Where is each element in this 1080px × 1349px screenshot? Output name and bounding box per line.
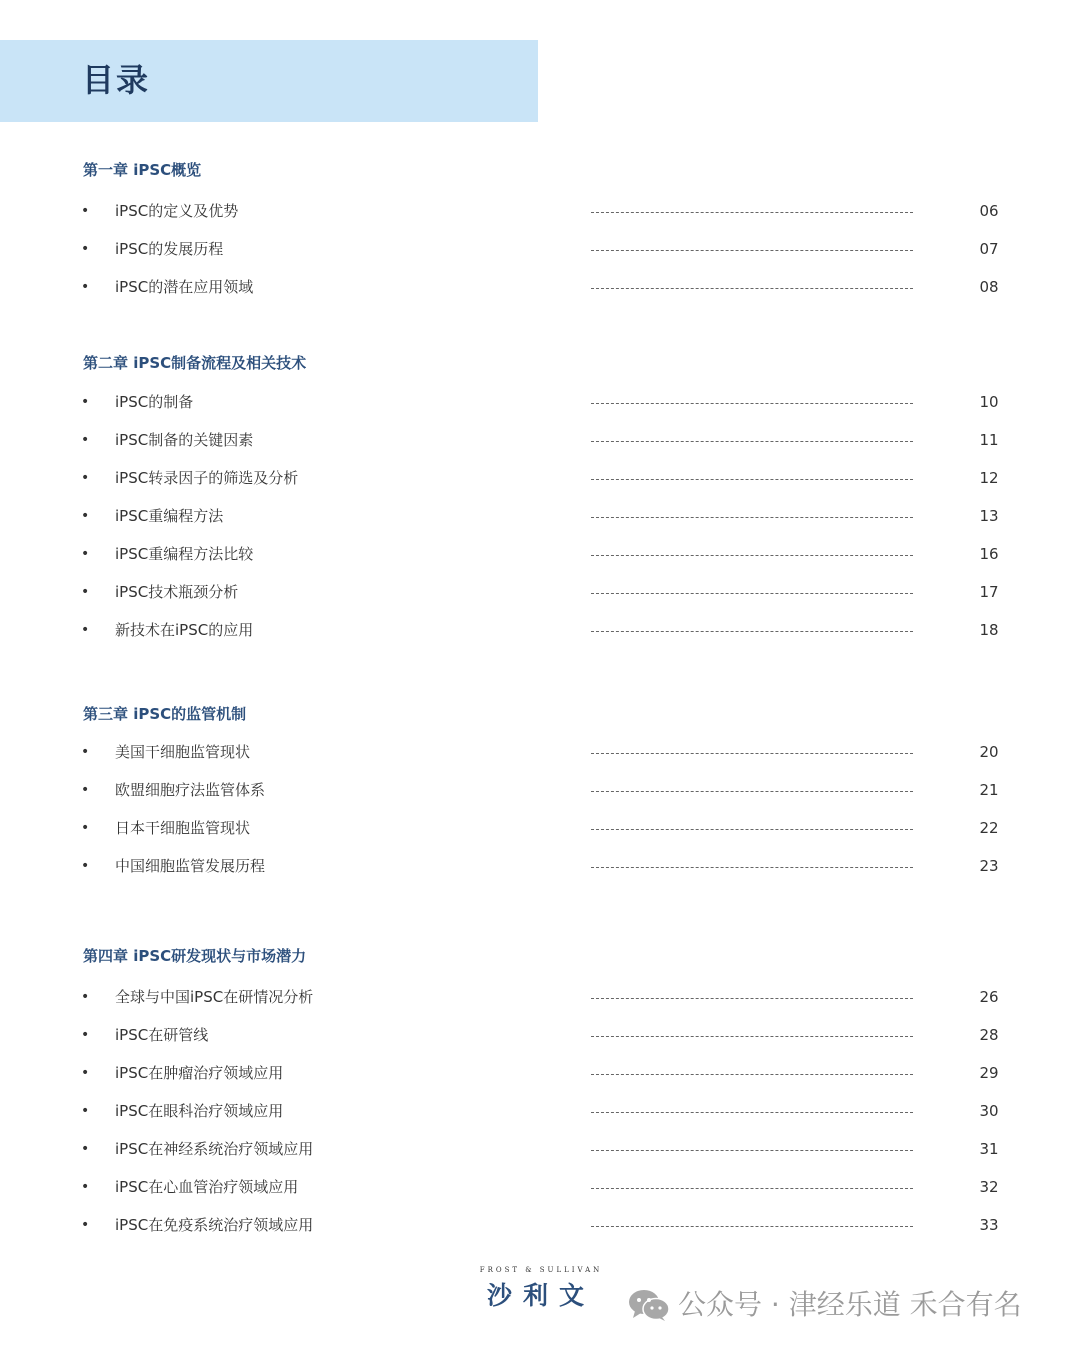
dotted-leader — [591, 593, 913, 594]
toc-item-label: 欧盟细胞疗法监管体系 — [115, 781, 266, 799]
toc-row[interactable] — [0, 238, 1080, 260]
toc-page-number: 08 — [979, 278, 999, 296]
toc-row[interactable] — [0, 505, 1080, 527]
toc-row[interactable] — [0, 1176, 1080, 1198]
title-band — [0, 40, 538, 122]
dotted-leader — [591, 1150, 913, 1151]
toc-row[interactable] — [0, 1138, 1080, 1160]
bullet: • — [81, 279, 90, 295]
dotted-leader — [591, 517, 913, 518]
toc-page-number: 31 — [979, 1140, 999, 1158]
toc-row[interactable] — [0, 779, 1080, 801]
toc-item-label: iPSC制备的关键因素 — [115, 431, 254, 449]
toc-row[interactable] — [0, 986, 1080, 1008]
toc-item-label: iPSC的定义及优势 — [115, 202, 239, 220]
toc-item-label: 美国干细胞监管现状 — [115, 743, 251, 761]
bullet: • — [81, 1141, 90, 1157]
toc-item-label: iPSC在神经系统治疗领域应用 — [115, 1140, 314, 1158]
chapter-title: 第二章 iPSC制备流程及相关技术 — [83, 354, 307, 372]
toc-row[interactable] — [0, 817, 1080, 839]
toc-page-number: 26 — [979, 988, 999, 1006]
page-title: 目录 — [82, 61, 151, 99]
toc-item-label: iPSC在免疫系统治疗领域应用 — [115, 1216, 314, 1234]
toc-page-number: 17 — [979, 583, 999, 601]
toc-item-label: 全球与中国iPSC在研情况分析 — [115, 988, 314, 1006]
toc-item-label: iPSC的制备 — [115, 393, 194, 411]
toc-row[interactable] — [0, 391, 1080, 413]
toc-row[interactable] — [0, 855, 1080, 877]
frost-sullivan-logo — [470, 1262, 612, 1312]
chapter-title: 第一章 iPSC概览 — [83, 161, 202, 179]
bullet: • — [81, 508, 90, 524]
toc-row[interactable] — [0, 200, 1080, 222]
logo-wordmark: FROST & SULLIVAN — [479, 1266, 603, 1274]
toc-page-number: 30 — [979, 1102, 999, 1120]
toc-item-label: 新技术在iPSC的应用 — [115, 621, 254, 639]
toc-page-number: 11 — [979, 431, 999, 449]
toc-item-label: iPSC的发展历程 — [115, 240, 224, 258]
toc-page-number: 20 — [979, 743, 999, 761]
toc-page-number: 29 — [979, 1064, 999, 1082]
dotted-leader — [591, 555, 913, 556]
bullet: • — [81, 744, 90, 760]
bullet: • — [81, 858, 90, 874]
toc-page-number: 13 — [979, 507, 999, 525]
dotted-leader — [591, 288, 913, 289]
bullet: • — [81, 546, 90, 562]
toc-row[interactable] — [0, 467, 1080, 489]
toc-item-label: iPSC在肿瘤治疗领域应用 — [115, 1064, 284, 1082]
toc-page-number: 21 — [979, 781, 999, 799]
toc-row[interactable] — [0, 1214, 1080, 1236]
toc-page-number: 33 — [979, 1216, 999, 1234]
toc-page-number: 16 — [979, 545, 999, 563]
toc-page-number: 22 — [979, 819, 999, 837]
dotted-leader — [591, 1226, 913, 1227]
dotted-leader — [591, 631, 913, 632]
toc-page-number: 18 — [979, 621, 999, 639]
toc-item-label: iPSC在研管线 — [115, 1026, 209, 1044]
dotted-leader — [591, 1036, 913, 1037]
dotted-leader — [591, 753, 913, 754]
dotted-leader — [591, 250, 913, 251]
bullet: • — [81, 1217, 90, 1233]
wechat-watermark — [628, 1285, 1022, 1325]
toc-item-label: iPSC在心血管治疗领域应用 — [115, 1178, 299, 1196]
bullet: • — [81, 432, 90, 448]
toc-item-label: iPSC转录因子的筛选及分析 — [115, 469, 299, 487]
toc-page-number: 28 — [979, 1026, 999, 1044]
toc-row[interactable] — [0, 429, 1080, 451]
dotted-leader — [591, 441, 913, 442]
bullet: • — [81, 820, 90, 836]
bullet: • — [81, 470, 90, 486]
dotted-leader — [591, 1188, 913, 1189]
dotted-leader — [591, 998, 913, 999]
dotted-leader — [591, 403, 913, 404]
dotted-leader — [591, 212, 913, 213]
dotted-leader — [591, 1074, 913, 1075]
toc-page-number: 23 — [979, 857, 999, 875]
toc-row[interactable] — [0, 543, 1080, 565]
dotted-leader — [591, 829, 913, 830]
toc-row[interactable] — [0, 1062, 1080, 1084]
bullet: • — [81, 989, 90, 1005]
toc-page-number: 12 — [979, 469, 999, 487]
toc-row[interactable] — [0, 1100, 1080, 1122]
toc-page-number: 32 — [979, 1178, 999, 1196]
bullet: • — [81, 782, 90, 798]
bullet: • — [81, 241, 90, 257]
toc-item-label: 中国细胞监管发展历程 — [115, 857, 266, 875]
bullet: • — [81, 584, 90, 600]
bullet: • — [81, 622, 90, 638]
dotted-leader — [591, 867, 913, 868]
toc-page-number: 07 — [979, 240, 999, 258]
toc-item-label: iPSC在眼科治疗领域应用 — [115, 1102, 284, 1120]
chapter-title: 第三章 iPSC的监管机制 — [83, 705, 247, 723]
toc-row[interactable] — [0, 741, 1080, 763]
bullet: • — [81, 1103, 90, 1119]
toc-item-label: iPSC的潜在应用领域 — [115, 278, 254, 296]
dotted-leader — [591, 1112, 913, 1113]
bullet: • — [81, 1027, 90, 1043]
toc-item-label: iPSC技术瓶颈分析 — [115, 583, 239, 601]
toc-item-label: iPSC重编程方法比较 — [115, 545, 254, 563]
bullet: • — [81, 1179, 90, 1195]
bullet: • — [81, 1065, 90, 1081]
watermark-text: 公众号 · 津经乐道 禾合有名 — [678, 1288, 1022, 1321]
dotted-leader — [591, 479, 913, 480]
dotted-leader — [591, 791, 913, 792]
bullet: • — [81, 394, 90, 410]
logo-chinese-name: 沙利文 — [486, 1281, 595, 1310]
chapter-title: 第四章 iPSC研发现状与市场潜力 — [83, 947, 307, 965]
toc-page-number: 10 — [979, 393, 999, 411]
toc-row[interactable] — [0, 1024, 1080, 1046]
toc-page-number: 06 — [979, 202, 999, 220]
wechat-icon — [628, 1288, 670, 1322]
toc-item-label: 日本干细胞监管现状 — [115, 819, 251, 837]
toc-row[interactable] — [0, 619, 1080, 641]
toc-row[interactable] — [0, 276, 1080, 298]
bullet: • — [81, 203, 90, 219]
toc-item-label: iPSC重编程方法 — [115, 507, 224, 525]
toc-row[interactable] — [0, 581, 1080, 603]
